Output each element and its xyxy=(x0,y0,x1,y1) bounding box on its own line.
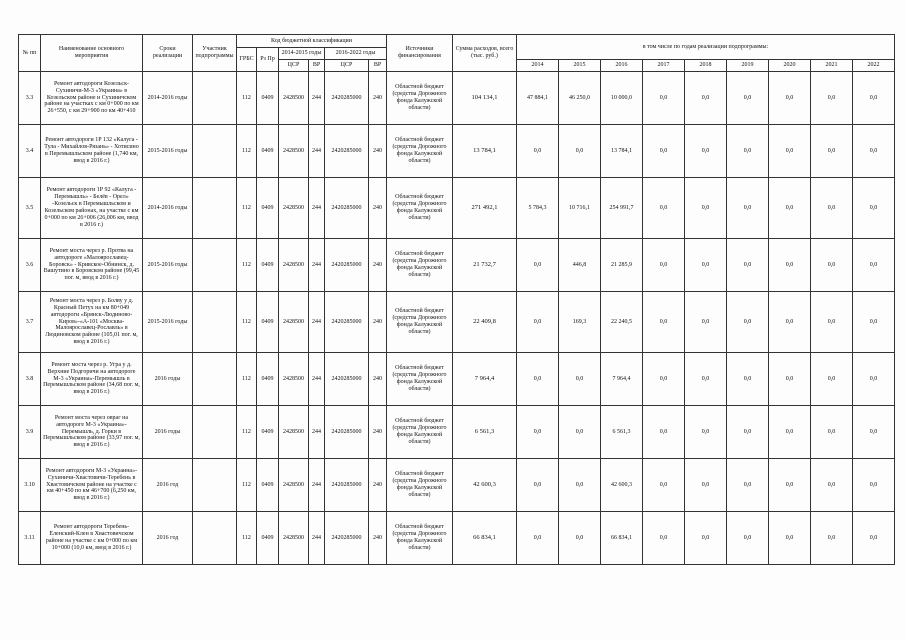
vr-2014-2015: 244 xyxy=(309,353,325,406)
grbs: 112 xyxy=(237,512,257,565)
term: 2016 годы xyxy=(143,406,193,459)
rzpr: 0409 xyxy=(257,125,279,178)
year-value: 0,0 xyxy=(727,292,769,353)
term: 2016 год xyxy=(143,512,193,565)
vr-2016-2022: 240 xyxy=(369,178,387,239)
year-value: 0,0 xyxy=(517,292,559,353)
participant xyxy=(193,239,237,292)
year-value: 0,0 xyxy=(769,459,811,512)
participant xyxy=(193,353,237,406)
year-value: 0,0 xyxy=(811,292,853,353)
header-rzpr: Рз Пр xyxy=(257,48,279,72)
year-value: 0,0 xyxy=(643,125,685,178)
year-value: 0,0 xyxy=(727,512,769,565)
year-header: 2014 xyxy=(517,60,559,72)
vr-2014-2015: 244 xyxy=(309,125,325,178)
year-value: 0,0 xyxy=(853,292,895,353)
vr-2014-2015: 244 xyxy=(309,239,325,292)
year-value: 0,0 xyxy=(517,459,559,512)
year-value: 0,0 xyxy=(769,512,811,565)
header-name: Наименование основного мероприятия xyxy=(41,35,143,72)
term: 2014-2016 годы xyxy=(143,178,193,239)
funding-source: Областной бюджет (средства Дорожного фонда Калужской области) xyxy=(387,239,453,292)
csr-2014-2015: 2428500 xyxy=(279,512,309,565)
row-number: 3.10 xyxy=(19,459,41,512)
year-value: 0,0 xyxy=(811,178,853,239)
header-by-years: в том числе по годам реализации подпрограммы: xyxy=(517,35,895,60)
year-value: 0,0 xyxy=(643,512,685,565)
header-participant: Участник подпрограммы xyxy=(193,35,237,72)
year-value: 0,0 xyxy=(769,178,811,239)
grbs: 112 xyxy=(237,406,257,459)
participant xyxy=(193,459,237,512)
grbs: 112 xyxy=(237,72,257,125)
csr-2016-2022: 2420285000 xyxy=(325,125,369,178)
csr-2016-2022: 2420285000 xyxy=(325,72,369,125)
year-value: 0,0 xyxy=(811,125,853,178)
csr-2014-2015: 2428500 xyxy=(279,125,309,178)
year-value: 21 285,9 xyxy=(601,239,643,292)
header-period-2: 2016-2022 годы xyxy=(325,48,387,60)
csr-2014-2015: 2428500 xyxy=(279,292,309,353)
year-value: 0,0 xyxy=(853,353,895,406)
table-row xyxy=(19,292,895,353)
grbs: 112 xyxy=(237,178,257,239)
participant xyxy=(193,72,237,125)
table-row xyxy=(19,512,895,565)
year-value: 0,0 xyxy=(811,353,853,406)
table-body xyxy=(19,72,895,565)
header-csr-2: ЦСР xyxy=(325,60,369,72)
participant xyxy=(193,125,237,178)
rzpr: 0409 xyxy=(257,178,279,239)
year-value: 0,0 xyxy=(685,353,727,406)
rzpr: 0409 xyxy=(257,459,279,512)
event-name: Ремонт моста через р. Протва на автодороге «Малоярославец-Боровск» - Кривское-Обнинск, д. Вашутино в Боровском районе (99,45 пог. м, ввод в 2016 г.) xyxy=(41,239,143,292)
funding-source: Областной бюджет (средства Дорожного фонда Калужской области) xyxy=(387,72,453,125)
year-value: 0,0 xyxy=(727,239,769,292)
year-value: 0,0 xyxy=(685,178,727,239)
year-value: 0,0 xyxy=(853,239,895,292)
year-value: 0,0 xyxy=(559,406,601,459)
event-name: Ремонт моста через овраг на автодороге М-3 «Украина»-Перемышль, д. Горки в Перемышльском районе (33,97 пог. м, ввод в 2016 г.) xyxy=(41,406,143,459)
year-value: 7 964,4 xyxy=(601,353,643,406)
year-value: 0,0 xyxy=(853,72,895,125)
year-value: 0,0 xyxy=(769,406,811,459)
year-value: 0,0 xyxy=(643,292,685,353)
vr-2016-2022: 240 xyxy=(369,292,387,353)
year-value: 5 784,3 xyxy=(517,178,559,239)
header-total: Сумма расходов, всего (тыс. руб.) xyxy=(453,35,517,72)
table-row xyxy=(19,178,895,239)
year-header: 2017 xyxy=(643,60,685,72)
event-name: Ремонт автодороги М-3 «Украина»-Сухиничи-Хвастовичи-Теребень в Хвастовичском районе на участке с км 40+450 по км 46+700 (6,250 км, ввод в 2016 г.) xyxy=(41,459,143,512)
header-term: Сроки реализации xyxy=(143,35,193,72)
year-value: 0,0 xyxy=(559,353,601,406)
year-value: 0,0 xyxy=(853,459,895,512)
year-value: 0,0 xyxy=(685,292,727,353)
vr-2014-2015: 244 xyxy=(309,292,325,353)
year-header: 2018 xyxy=(685,60,727,72)
year-value: 0,0 xyxy=(853,178,895,239)
table-row xyxy=(19,459,895,512)
year-value: 22 240,5 xyxy=(601,292,643,353)
year-value: 0,0 xyxy=(643,406,685,459)
total-sum: 42 600,3 xyxy=(453,459,517,512)
year-value: 0,0 xyxy=(559,512,601,565)
funding-source: Областной бюджет (средства Дорожного фонда Калужской области) xyxy=(387,125,453,178)
rzpr: 0409 xyxy=(257,239,279,292)
row-number: 3.5 xyxy=(19,178,41,239)
header-period-1: 2014-2015 годы xyxy=(279,48,325,60)
total-sum: 13 784,1 xyxy=(453,125,517,178)
vr-2016-2022: 240 xyxy=(369,512,387,565)
csr-2014-2015: 2428500 xyxy=(279,459,309,512)
year-value: 0,0 xyxy=(685,512,727,565)
year-value: 42 600,3 xyxy=(601,459,643,512)
year-value: 6 561,3 xyxy=(601,406,643,459)
year-value: 0,0 xyxy=(769,292,811,353)
vr-2014-2015: 244 xyxy=(309,459,325,512)
year-value: 10 000,0 xyxy=(601,72,643,125)
participant xyxy=(193,292,237,353)
year-value: 0,0 xyxy=(811,512,853,565)
year-value: 0,0 xyxy=(517,239,559,292)
term: 2016 год xyxy=(143,459,193,512)
vr-2014-2015: 244 xyxy=(309,512,325,565)
year-value: 0,0 xyxy=(727,178,769,239)
year-value: 0,0 xyxy=(685,125,727,178)
year-value: 169,3 xyxy=(559,292,601,353)
participant xyxy=(193,406,237,459)
term: 2015-2016 годы xyxy=(143,239,193,292)
year-value: 0,0 xyxy=(517,406,559,459)
vr-2016-2022: 240 xyxy=(369,353,387,406)
row-number: 3.7 xyxy=(19,292,41,353)
table-row xyxy=(19,239,895,292)
year-value: 0,0 xyxy=(811,239,853,292)
event-name: Ремонт автодороги 1Р 132 «Калуга - Тула - Михайлов-Рязань» - Хотисино в Перемышльском районе (1,740 км, ввод в 2016 г.) xyxy=(41,125,143,178)
vr-2014-2015: 244 xyxy=(309,72,325,125)
year-value: 13 784,1 xyxy=(601,125,643,178)
row-number: 3.11 xyxy=(19,512,41,565)
vr-2016-2022: 240 xyxy=(369,239,387,292)
csr-2016-2022: 2420285000 xyxy=(325,459,369,512)
year-value: 446,8 xyxy=(559,239,601,292)
vr-2016-2022: 240 xyxy=(369,72,387,125)
csr-2014-2015: 2428500 xyxy=(279,353,309,406)
year-value: 0,0 xyxy=(811,406,853,459)
year-value: 0,0 xyxy=(769,239,811,292)
grbs: 112 xyxy=(237,459,257,512)
header-csr-1: ЦСР xyxy=(279,60,309,72)
year-value: 0,0 xyxy=(685,72,727,125)
year-value: 0,0 xyxy=(643,178,685,239)
year-value: 0,0 xyxy=(685,406,727,459)
year-value: 0,0 xyxy=(559,459,601,512)
header-source: Источники финансирования xyxy=(387,35,453,72)
year-header: 2022 xyxy=(853,60,895,72)
total-sum: 104 134,1 xyxy=(453,72,517,125)
funding-source: Областной бюджет (средства Дорожного фонда Калужской области) xyxy=(387,178,453,239)
grbs: 112 xyxy=(237,125,257,178)
participant xyxy=(193,178,237,239)
header-budget-code: Код бюджетной классификации xyxy=(237,35,387,48)
grbs: 112 xyxy=(237,292,257,353)
year-value: 0,0 xyxy=(559,125,601,178)
total-sum: 66 834,1 xyxy=(453,512,517,565)
participant xyxy=(193,512,237,565)
table-row xyxy=(19,353,895,406)
vr-2014-2015: 244 xyxy=(309,178,325,239)
year-value: 0,0 xyxy=(517,353,559,406)
vr-2016-2022: 240 xyxy=(369,125,387,178)
row-number: 3.6 xyxy=(19,239,41,292)
rzpr: 0409 xyxy=(257,72,279,125)
table-row xyxy=(19,406,895,459)
year-value: 0,0 xyxy=(727,125,769,178)
row-number: 3.4 xyxy=(19,125,41,178)
year-header: 2019 xyxy=(727,60,769,72)
table-row xyxy=(19,125,895,178)
year-value: 0,0 xyxy=(643,239,685,292)
year-value: 10 716,1 xyxy=(559,178,601,239)
term: 2014-2016 годы xyxy=(143,72,193,125)
header-grbs: ГРБС xyxy=(237,48,257,72)
rzpr: 0409 xyxy=(257,292,279,353)
total-sum: 21 732,7 xyxy=(453,239,517,292)
subprogram-table xyxy=(18,34,895,565)
funding-source: Областной бюджет (средства Дорожного фонда Калужской области) xyxy=(387,459,453,512)
funding-source: Областной бюджет (средства Дорожного фонда Калужской области) xyxy=(387,353,453,406)
header-vr-1: ВР xyxy=(309,60,325,72)
csr-2016-2022: 2420285000 xyxy=(325,406,369,459)
event-name: Ремонт моста через р. Болву у д. Красный Петух на км 80+049 автодороги «Брянск-Людиново-Киров»-«А-101 «Москва-Малоярославец-Рославль» в Людиновском районе (105,01 пог. м, ввод в 2016 г.) xyxy=(41,292,143,353)
row-number: 3.9 xyxy=(19,406,41,459)
header-vr-2: ВР xyxy=(369,60,387,72)
year-value: 0,0 xyxy=(811,72,853,125)
year-header: 2016 xyxy=(601,60,643,72)
rzpr: 0409 xyxy=(257,406,279,459)
year-value: 0,0 xyxy=(769,72,811,125)
year-value: 0,0 xyxy=(517,512,559,565)
table-row xyxy=(19,72,895,125)
year-value: 46 250,0 xyxy=(559,72,601,125)
year-value: 0,0 xyxy=(853,125,895,178)
funding-source: Областной бюджет (средства Дорожного фонда Калужской области) xyxy=(387,292,453,353)
rzpr: 0409 xyxy=(257,512,279,565)
total-sum: 22 409,8 xyxy=(453,292,517,353)
year-value: 0,0 xyxy=(853,406,895,459)
row-number: 3.3 xyxy=(19,72,41,125)
year-value: 0,0 xyxy=(769,353,811,406)
year-value: 0,0 xyxy=(853,512,895,565)
year-value: 47 884,1 xyxy=(517,72,559,125)
vr-2014-2015: 244 xyxy=(309,406,325,459)
funding-source: Областной бюджет (средства Дорожного фонда Калужской области) xyxy=(387,406,453,459)
grbs: 112 xyxy=(237,353,257,406)
year-value: 0,0 xyxy=(685,459,727,512)
year-value: 0,0 xyxy=(643,459,685,512)
year-value: 0,0 xyxy=(643,72,685,125)
year-value: 254 991,7 xyxy=(601,178,643,239)
year-value: 66 834,1 xyxy=(601,512,643,565)
term: 2015-2016 годы xyxy=(143,125,193,178)
total-sum: 7 964,4 xyxy=(453,353,517,406)
csr-2016-2022: 2420285000 xyxy=(325,292,369,353)
rzpr: 0409 xyxy=(257,353,279,406)
event-name: Ремонт автодороги 1Р 92 «Калуга - Перемышль» - Белёв - Орел» -Козельск в Перемышльском и Козельском районах, на участке с км 0+000 по км 26+006 (26,006 км, ввод в 2016 г.) xyxy=(41,178,143,239)
year-value: 0,0 xyxy=(727,459,769,512)
term: 2015-2016 годы xyxy=(143,292,193,353)
csr-2014-2015: 2428500 xyxy=(279,72,309,125)
csr-2016-2022: 2420285000 xyxy=(325,178,369,239)
year-value: 0,0 xyxy=(727,353,769,406)
year-value: 0,0 xyxy=(727,406,769,459)
vr-2016-2022: 240 xyxy=(369,459,387,512)
csr-2014-2015: 2428500 xyxy=(279,406,309,459)
csr-2016-2022: 2420285000 xyxy=(325,512,369,565)
event-name: Ремонт автодороги Козельск-Сухиничи-М-3 «Украина» в Козельском районе и Сухиничском районе на участках с км 0+000 по км 26+550, с км 29+900 по км 40+410 xyxy=(41,72,143,125)
vr-2016-2022: 240 xyxy=(369,406,387,459)
csr-2016-2022: 2420285000 xyxy=(325,239,369,292)
year-value: 0,0 xyxy=(517,125,559,178)
year-value: 0,0 xyxy=(643,353,685,406)
year-value: 0,0 xyxy=(811,459,853,512)
year-value: 0,0 xyxy=(685,239,727,292)
grbs: 112 xyxy=(237,239,257,292)
csr-2016-2022: 2420285000 xyxy=(325,353,369,406)
csr-2014-2015: 2428500 xyxy=(279,239,309,292)
year-header: 2020 xyxy=(769,60,811,72)
event-name: Ремонт автодороги Теребень-Еленский-Клен в Хвастовичском районе на участке с км 0+000 по км 10+000 (10,0 км, ввод в 2016 г.) xyxy=(41,512,143,565)
event-name: Ремонт моста через р. Угра у д. Верхние Подгоричи на автодороге М-3 «Украина»-Перемышль в Перемышльском районе (34,68 пог. м, ввод в 2016 г.) xyxy=(41,353,143,406)
year-header: 2021 xyxy=(811,60,853,72)
csr-2014-2015: 2428500 xyxy=(279,178,309,239)
funding-source: Областной бюджет (средства Дорожного фонда Калужской области) xyxy=(387,512,453,565)
row-number: 3.8 xyxy=(19,353,41,406)
year-value: 0,0 xyxy=(769,125,811,178)
header-num: № пп xyxy=(19,35,41,72)
term: 2016 годы xyxy=(143,353,193,406)
year-value: 0,0 xyxy=(727,72,769,125)
total-sum: 6 561,3 xyxy=(453,406,517,459)
year-header: 2015 xyxy=(559,60,601,72)
total-sum: 271 492,1 xyxy=(453,178,517,239)
